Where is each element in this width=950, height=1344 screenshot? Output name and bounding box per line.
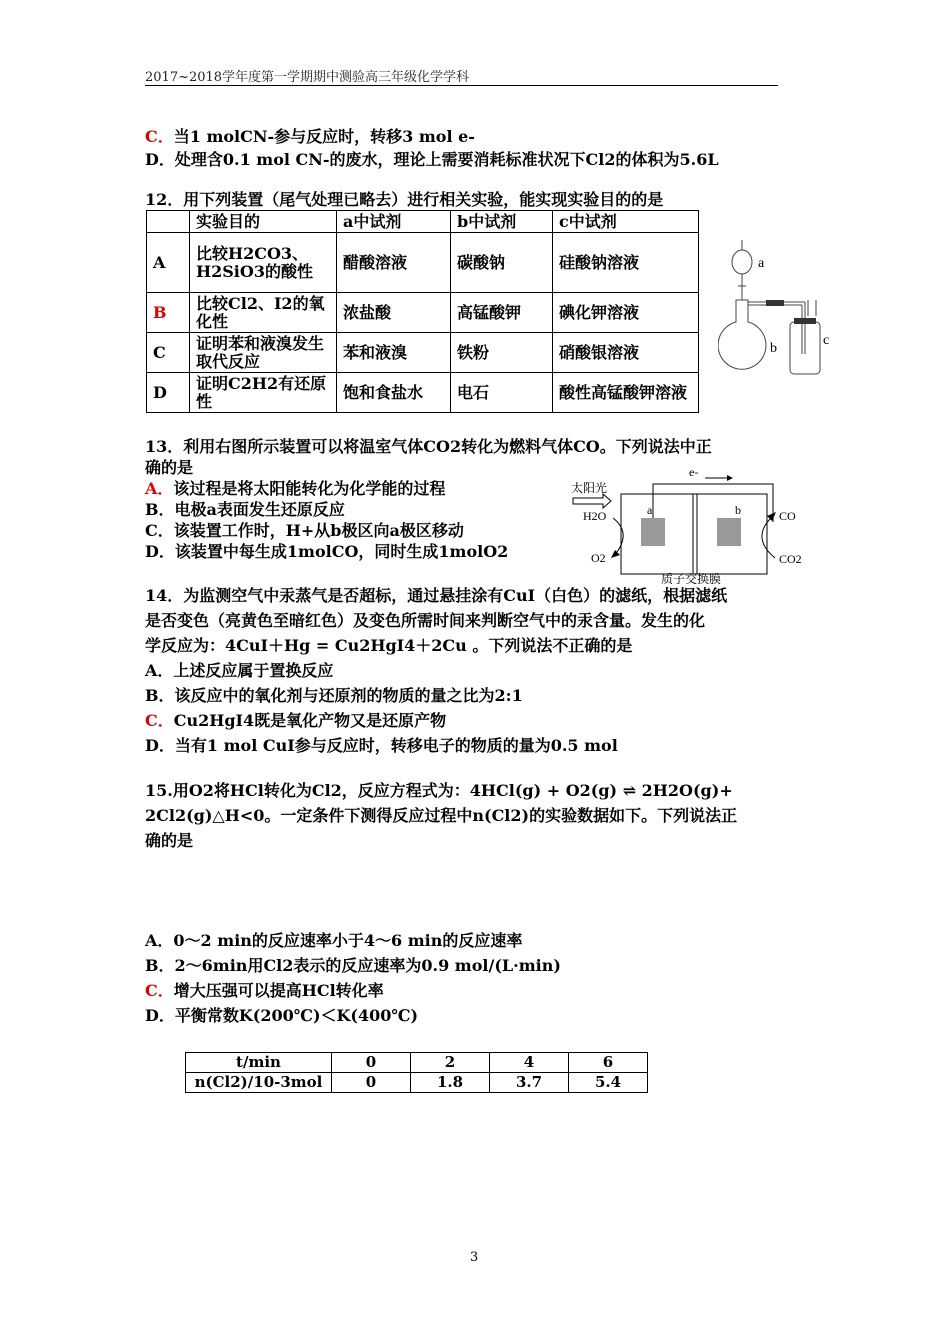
electrolysis-diagram — [565, 462, 815, 584]
q11-d-text: 处理含0.1 mol CN-的废水，理论上需要消耗标准状况下Cl2的体积为5.6L — [174, 150, 719, 169]
table-row — [186, 1073, 648, 1093]
h2o-label: H2O — [583, 509, 607, 523]
option-cell: B — [147, 293, 190, 333]
membrane-label: 质子交换膜 — [661, 572, 722, 584]
q13-option-b — [145, 497, 345, 520]
q15-a-letter: A． — [145, 931, 174, 950]
table-cell: 高锰酸钾 — [451, 293, 553, 333]
rubber-tube — [766, 300, 784, 306]
q13-option-d — [145, 539, 508, 562]
table-cell: 实验目的 — [190, 211, 337, 233]
q15-a-text: 0～2 min的反应速率小于4～6 min的反应速率 — [173, 931, 523, 950]
q13-b-text: 电极a表面发生还原反应 — [174, 500, 345, 519]
q13-option-c — [145, 518, 464, 541]
q13-a-text: 该过程是将太阳能转化为化学能的过程 — [173, 479, 446, 498]
table-cell: 饱和食盐水 — [337, 373, 451, 413]
q14-a-letter: A． — [145, 661, 174, 680]
table-cell: 浓盐酸 — [337, 293, 451, 333]
o2-label: O2 — [591, 551, 606, 565]
sunlight-arrow-icon — [573, 494, 611, 508]
q14-d-text: 当有1 mol CuI参与反应时，转移电子的物质的量为0.5 mol — [174, 736, 618, 755]
q14-b-letter: B． — [145, 686, 175, 705]
table-cell: 酸性高锰酸钾溶液 — [553, 373, 699, 413]
table-row — [147, 293, 699, 333]
q14-a-text: 上述反应属于置换反应 — [173, 661, 334, 680]
label-b: b — [770, 341, 777, 356]
page-header: 2017~2018学年度第一学期期中测验高三年级化学学科 — [145, 70, 470, 85]
q11-c-text: 当1 molCN-参与反应时，转移3 mol e- — [173, 127, 475, 146]
header-rule — [145, 85, 778, 86]
q15-b-letter: B． — [145, 956, 175, 975]
option-cell: D — [147, 373, 190, 413]
q15-option-b — [145, 953, 561, 976]
table-cell: 6 — [569, 1053, 648, 1073]
q13-a-letter: A． — [145, 479, 174, 498]
option-cell: C — [147, 333, 190, 373]
page-number: 3 — [470, 1250, 479, 1265]
table-cell: 0 — [332, 1073, 411, 1093]
stopper — [794, 318, 816, 324]
funnel-bulb — [732, 250, 752, 274]
q11-c-letter: C． — [145, 127, 174, 146]
q14-option-d — [145, 733, 618, 756]
arrow-right-icon — [727, 475, 733, 481]
table-cell: 铁粉 — [451, 333, 553, 373]
table-cell: n(Cl2)/10-3mol — [186, 1073, 332, 1093]
table-cell: 0 — [332, 1053, 411, 1073]
table-cell — [147, 211, 190, 233]
q15-stem-2: 2Cl2(g)△H<0。一定条件下测得反应过程中n(Cl2)的实验数据如下。下列说法正 — [145, 806, 738, 825]
q11-option-d — [145, 147, 719, 170]
q13-c-letter: C． — [145, 521, 174, 540]
table-cell: 4 — [490, 1053, 569, 1073]
sunlight-label: 太阳光 — [571, 481, 608, 495]
table-cell: 3.7 — [490, 1073, 569, 1093]
electrode-a-label: a — [647, 503, 653, 517]
electron-label: e- — [689, 465, 699, 479]
electrode-a — [641, 518, 665, 546]
q15-c-text: 增大压强可以提高HCl转化率 — [173, 981, 384, 1000]
q11-option-c — [145, 124, 475, 147]
q13-d-letter: D． — [145, 542, 175, 561]
q12-stem: 12．用下列装置（尾气处理已略去）进行相关实验，能实现实验目的的是 — [145, 190, 664, 209]
q15-stem-1: 15.用O2将HCl转化为Cl2，反应方程式为：4HCl(g) + O2(g) ⇌ 2H2O(g)+ — [145, 781, 733, 800]
table-cell: 2 — [411, 1053, 490, 1073]
co2-label: CO2 — [779, 552, 802, 566]
goal-cell: 证明苯和液溴发生取代反应 — [190, 333, 337, 373]
table-cell: 5.4 — [569, 1073, 648, 1093]
table-cell: 硝酸银溶液 — [553, 333, 699, 373]
q13-c-text: 该装置工作时，H+从b极区向a极区移动 — [173, 521, 464, 540]
q15-d-letter: D． — [145, 1006, 175, 1025]
q14-option-a — [145, 658, 333, 681]
table-cell: a中试剂 — [337, 211, 451, 233]
q15-d-text: 平衡常数K(200℃)＜K(400℃) — [174, 1006, 419, 1025]
table-row — [147, 373, 699, 413]
table-row — [147, 333, 699, 373]
apparatus-diagram — [718, 236, 838, 381]
q14-d-letter: D． — [145, 736, 175, 755]
arrow-icon — [767, 512, 776, 521]
electrode-b — [717, 518, 741, 546]
q13-option-a — [145, 476, 445, 499]
goal-cell: 比较Cl2、I2的氧化性 — [190, 293, 337, 333]
goal-cell: 比较H2CO3、H2SiO3的酸性 — [190, 233, 337, 293]
table-cell: t/min — [186, 1053, 332, 1073]
table-cell: 电石 — [451, 373, 553, 413]
table-cell: 硅酸钠溶液 — [553, 233, 699, 293]
q14-option-c — [145, 708, 446, 731]
goal-cell: 证明C2H2有还原性 — [190, 373, 337, 413]
label-a: a — [758, 256, 765, 271]
q11-d-letter: D． — [145, 150, 175, 169]
q13-stem-1: 13．利用右图所示装置可以将温室气体CO2转化为燃料气体CO。下列说法中正 — [145, 437, 712, 456]
q14-c-text: Cu2HgI4既是氧化产物又是还原产物 — [173, 711, 447, 730]
table-cell: 苯和液溴 — [337, 333, 451, 373]
q14-stem-2: 是否变色（亮黄色至暗红色）及变色所需时间来判断空气中的汞含量。发生的化 — [145, 611, 706, 630]
q13-b-letter: B． — [145, 500, 175, 519]
table-cell: 碘化钾溶液 — [553, 293, 699, 333]
q12-table — [146, 210, 699, 413]
q14-stem-1: 14．为监测空气中汞蒸气是否超标，通过悬挂涂有CuI（白色）的滤纸，根据滤纸 — [145, 586, 728, 605]
q14-b-text: 该反应中的氧化剂与还原剂的物质的量之比为2:1 — [174, 686, 523, 705]
table-row — [186, 1053, 648, 1073]
q14-c-letter: C． — [145, 711, 174, 730]
table-cell: c中试剂 — [553, 211, 699, 233]
table-cell: b中试剂 — [451, 211, 553, 233]
q15-c-letter: C． — [145, 981, 174, 1000]
co-label: CO — [779, 509, 796, 523]
flask-b — [718, 300, 766, 369]
table-row — [147, 233, 699, 293]
table-cell: 醋酸溶液 — [337, 233, 451, 293]
q15-b-text: 2～6min用Cl2表示的反应速率为0.9 mol/(L·min) — [174, 956, 561, 975]
q14-option-b — [145, 683, 523, 706]
q15-option-a — [145, 928, 522, 951]
label-c: c — [823, 333, 830, 348]
electrode-b-label: b — [735, 503, 741, 517]
q13-d-text: 该装置中每生成1molCO，同时生成1molO2 — [174, 542, 509, 561]
option-cell: A — [147, 233, 190, 293]
table-cell: 1.8 — [411, 1073, 490, 1093]
q15-stem-3: 确的是 — [145, 831, 194, 850]
q15-data-table — [185, 1052, 648, 1093]
arrow-icon — [611, 550, 620, 558]
q15-option-d — [145, 1003, 418, 1026]
q15-option-c — [145, 978, 384, 1001]
q14-stem-3: 学反应为：4CuI＋Hg = Cu2HgI4＋2Cu 。下列说法不正确的是 — [145, 636, 633, 655]
table-cell: 碳酸钠 — [451, 233, 553, 293]
q13-stem-2: 确的是 — [145, 458, 194, 477]
table-row — [147, 211, 699, 233]
